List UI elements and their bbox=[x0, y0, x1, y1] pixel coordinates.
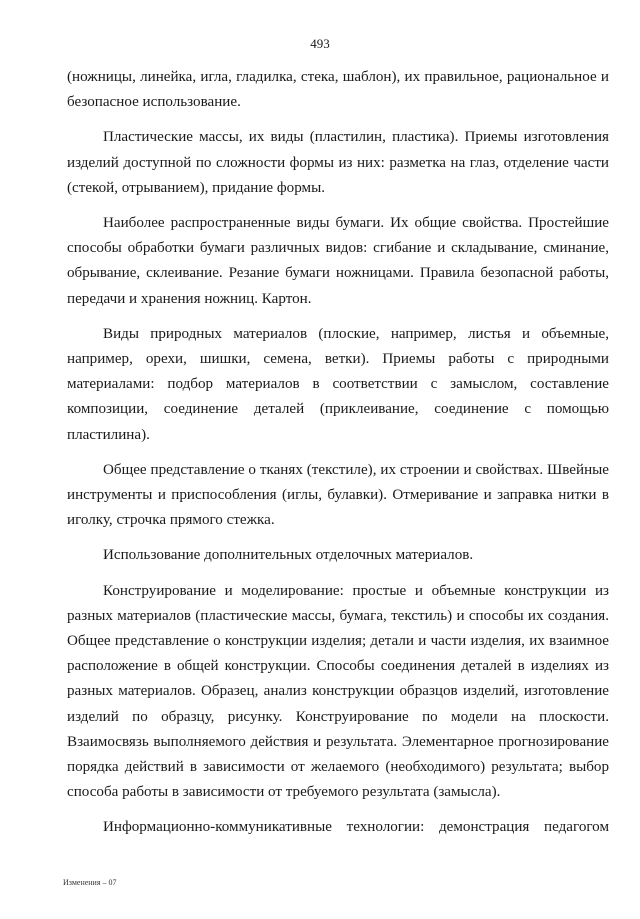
paragraph-paper-types: Наиболее распространенные виды бумаги. Их общие свойства. Простейшие способы обработки бумаги различных видов: сгибание и складывание, сминание, обрывание, склеивание. Резание бумаги ножницами. Правила безопасной работы, передачи и хранения ножниц. Картон. bbox=[67, 215, 609, 307]
paragraph-plastic-masses: Пластические массы, их виды (пластилин, пластика). Приемы изготовления изделий доступной по сложности формы из них: разметка на глаз, отделение части (стекой, отрыванием), придание формы. bbox=[67, 129, 609, 196]
paragraph-natural-materials: Виды природных материалов (плоские, например, листья и объемные, например, орехи, шишки, семена, ветки). Приемы работы с природными материалами: подбор материалов в соответствии с замыслом, составление композиции, соединение деталей (приклеивание, соединение с помощью пластилина). bbox=[67, 325, 609, 443]
paragraph-textiles: Общее представление о тканях (текстиле), их строении и свойствах. Швейные инструменты и приспособления (иглы, булавки). Отмеривание и заправка нитки в иголку, строчка прямого стежка. bbox=[67, 461, 609, 529]
document-body bbox=[67, 65, 609, 851]
paragraph-ict: Информационно-коммуникативные технологии: демонстрация педагогом bbox=[103, 819, 609, 836]
paragraph-construction-modeling: Конструирование и моделирование: простые и объемные конструкции из разных материалов (пластические массы, бумага, текстиль) и способы их создания. Общее представление о конструкции изделия; детали и части изделия, их взаимное расположение в общей конструкции. Способы соединения деталей в изделиях из разных материалов. Образец, анализ конструкции образцов изделий, изготовление изделий по образцу, рисунку. Конструирование по модели на плоскости. Взаимосвязь выполняемого действия и результата. Элементарное прогнозирование порядка действий в зависимости от желаемого (необходимого) результата; выбор способа работы в зависимости от требуемого результата (замысла). bbox=[67, 582, 609, 801]
paragraph-finishing-materials: Использование дополнительных отделочных материалов. bbox=[103, 547, 474, 564]
paragraph-tools-usage: (ножницы, линейка, игла, гладилка, стека, шаблон), их правильное, рациональное и безопасное использование. bbox=[67, 69, 609, 111]
footer-revision-note: Изменения – 07 bbox=[63, 878, 117, 887]
page-number: 493 bbox=[310, 36, 330, 51]
